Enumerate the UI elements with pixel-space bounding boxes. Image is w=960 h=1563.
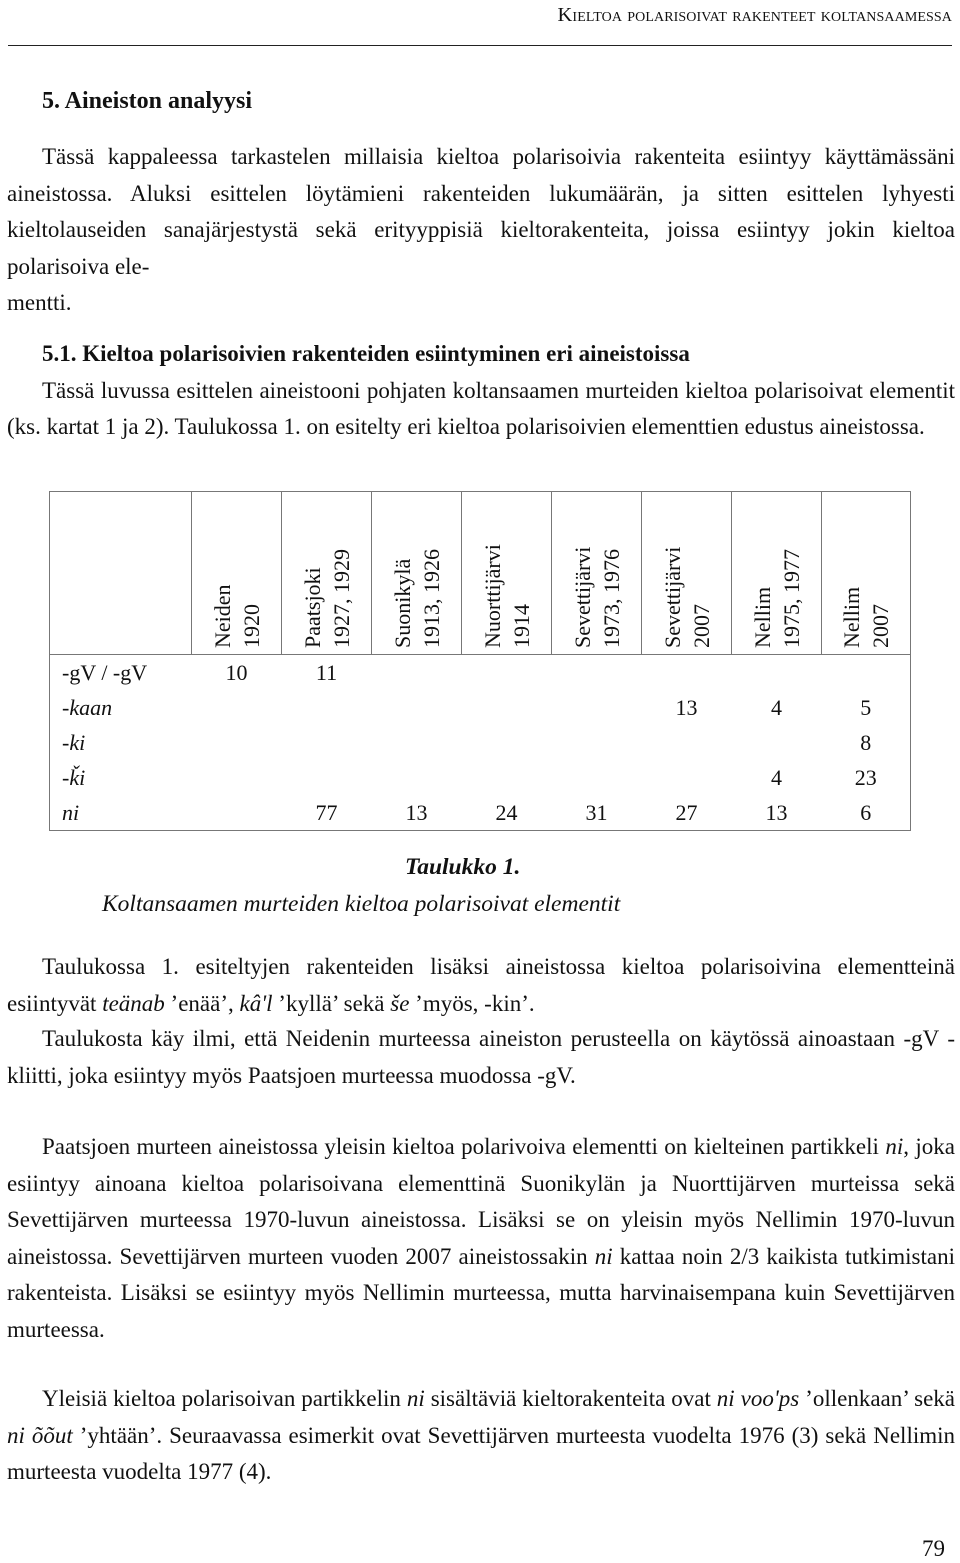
example-word: -gV [903, 1026, 939, 1051]
table-row [50, 725, 911, 760]
table-cell: 10 [192, 655, 282, 691]
table-cell [822, 655, 911, 691]
table-cell [552, 690, 642, 725]
table-cell: 13 [675, 694, 698, 720]
table-cell [192, 760, 282, 795]
data-table [49, 491, 911, 831]
column-header: Neiden 1920 [192, 492, 282, 655]
table-cell [372, 655, 462, 691]
table-cell: 4 [771, 764, 782, 790]
table-cell [642, 760, 732, 795]
table-cell [732, 725, 822, 760]
body-paragraph-3: Paatsjoen murteen aineistossa yleisin kieltoa polarivoiva elementti on kielteinen partikkeli ni, joka esiintyy ainoana kieltoa polarisoivana elementtinä Suonikylän ja Nuorttijärven murteissa sekä Sevettijärven murteessa 1970-luvun aineistossa. Lisäksi se on yleisin myös Nellimin 1970-luvun aineistossa. Sevettijärven murteen vuoden 2007 aineistossakin ni kattaa noin 2/3 kaikista tutkimistani rakenteista. Lisäksi se esiintyy myös Nellimin murteessa, mutta harvinaisempana kuin Sevettijärven murteessa. [7, 1134, 955, 1342]
table-cell [462, 655, 552, 691]
intro-paragraph [7, 139, 955, 322]
table-cell: 23 [822, 760, 911, 795]
table-cell [372, 725, 462, 760]
intro-text-end: mentti. [7, 290, 72, 315]
subsection-paragraph [7, 336, 955, 446]
table-cell: 13 [732, 795, 822, 831]
table-cell: 24 [462, 795, 552, 831]
column-header: Nuorttijärvi 1914 [462, 492, 552, 655]
table-row [50, 690, 911, 725]
table-cell [462, 690, 552, 725]
table-cell [192, 690, 282, 725]
table-cell [642, 725, 732, 760]
table-cell: 11 [282, 655, 372, 691]
table-cell: 8 [822, 725, 911, 760]
table-row [50, 655, 911, 691]
example-word: -gV. [537, 1062, 576, 1088]
example-word: še [390, 990, 410, 1016]
table-row [50, 760, 911, 795]
example-word: ni õõut [7, 1422, 73, 1448]
body-paragraph-4: Yleisiä kieltoa polarisoivan partikkelin ni sisältäviä kieltorakenteita ovat ni voo'ps ’ollenkaan’ sekä ni õõut ’yhtään’. Seuraavassa esimerkit ovat Sevettijärven murteesta vuodelta 1976 (3) sekä Nellimin murteesta vuodelta 1977 (4). [7, 1386, 956, 1484]
table-cell [192, 795, 282, 831]
body-paragraph-1: Taulukossa 1. esiteltyjen rakenteiden lisäksi aineistossa kieltoa polarisoivina elementteinä esiintyvät teänab ’enää’, kâ'l ’kyllä’ sekä še ’myös, -kin’. [7, 954, 955, 1016]
example-word: ni [885, 1134, 904, 1159]
table-cell [552, 655, 642, 691]
column-header: Paatsjoki 1927, 1929 [282, 492, 372, 655]
example-word: ni [594, 1243, 613, 1269]
row-label: -ki [50, 725, 192, 760]
column-header: Nellim 2007 [822, 492, 911, 655]
table-cell [282, 760, 372, 795]
table-caption-subtitle: Koltansaamen murteiden kieltoa polarisoivat elementit [102, 891, 621, 917]
example-word: kâ'l [239, 990, 273, 1016]
example-word: ni voo'ps [716, 1386, 800, 1411]
table-cell: 77 [282, 795, 372, 831]
table-header-row [50, 492, 911, 655]
table-cell: 31 [552, 795, 642, 831]
table-cell [552, 725, 642, 760]
column-header: Nellim 1975, 1977 [732, 492, 822, 655]
table-cell: 6 [822, 795, 911, 831]
row-label: -gV / -gV [50, 655, 192, 691]
subsection-text: Tässä luvussa esittelen aineistooni pohjaten koltansaamen murteiden kieltoa polarisoivat elementit (ks. kartat 1 ja 2). Taulukossa 1. on esitelty eri kieltoa polarisoivien elementtien edustus aineistossa. [7, 377, 955, 439]
column-header: Suonikylä 1913, 1926 [372, 492, 462, 655]
intro-text: Tässä kappaleessa tarkastelen millaisia kieltoa polarisoivia rakenteita esiintyy käyttämässäni aineistossa. Aluksi esittelen löytämieni rakenteiden lukumäärän, ja sitten esittelen lyhyesti kieltolauseiden sanajärjestystä sekä erityyppisiä kieltorakenteita, joissa esiintyy jokin kieltoa polarisoiva ele- [7, 144, 955, 279]
header-rule [8, 45, 952, 46]
table-cell [552, 760, 642, 795]
row-label: -ǩi [50, 760, 192, 795]
row-label: ni [50, 795, 192, 831]
table-caption-title: Taulukko 1. [405, 854, 521, 880]
table-cell: 4 [771, 694, 782, 720]
row-label: -kaan [50, 690, 192, 725]
example-word: ni [406, 1386, 425, 1411]
table-cell [462, 760, 552, 795]
table-cell: 5 [822, 690, 911, 725]
table-cell [732, 655, 822, 691]
table-cell: 27 [642, 795, 732, 831]
table-cell: 13 [372, 795, 462, 831]
body-paragraph-2: Taulukosta käy ilmi, että Neidenin murteessa aineiston perusteella on käytössä ainoastaan -gV -kliitti, joka esiintyy myös Paatsjoen murteessa muodossa -gV. [7, 1026, 955, 1088]
column-header: Sevettijärvi 1973, 1976 [552, 492, 642, 655]
table-cell [372, 690, 462, 725]
page-number: 79 [922, 1536, 945, 1561]
table-cell [372, 760, 462, 795]
table-cell [192, 725, 282, 760]
column-header: Sevettijärvi 2007 [642, 492, 732, 655]
table-cell [282, 690, 372, 725]
table-row [50, 795, 911, 831]
table-cell [282, 725, 372, 760]
section-heading: 5. Aineiston analyysi [42, 88, 253, 114]
running-head: Kieltoa polarisoivat rakenteet koltansaamessa [557, 4, 952, 26]
corner-cell [50, 492, 192, 655]
table-cell [462, 725, 552, 760]
subsection-heading: 5.1. Kieltoa polarisoivien rakenteiden esiintyminen eri aineistoissa [42, 341, 690, 366]
example-word: teänab [102, 990, 165, 1016]
table-cell [642, 655, 732, 691]
